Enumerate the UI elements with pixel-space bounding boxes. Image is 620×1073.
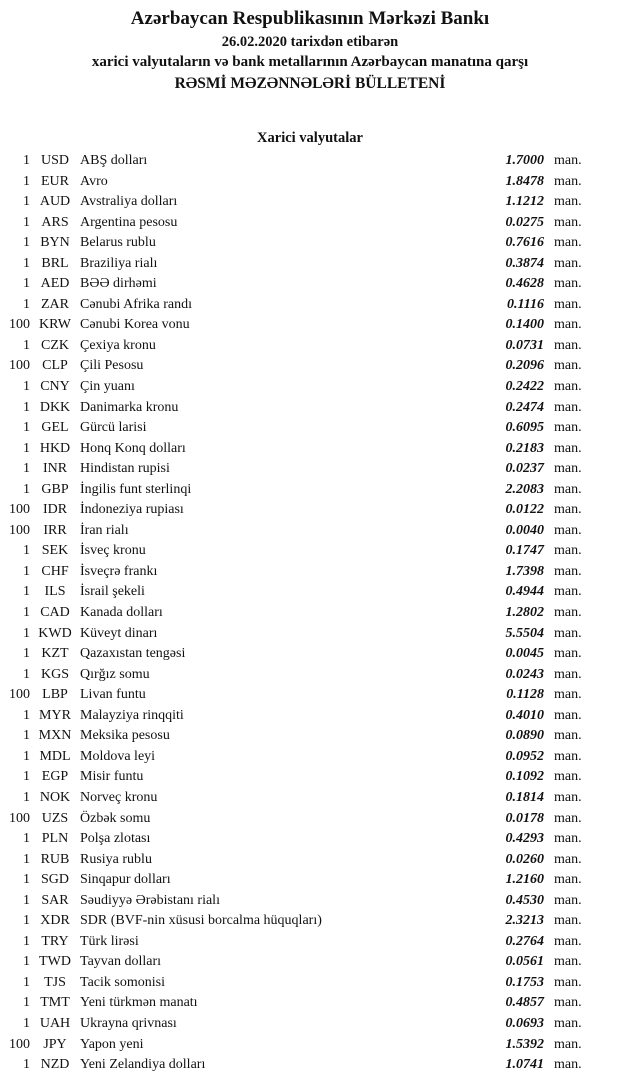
rate-value: 0.0952 bbox=[505, 748, 544, 764]
unit-label: man. bbox=[554, 522, 582, 538]
rate-row bbox=[0, 541, 592, 562]
currency-name: Avstraliya dolları bbox=[80, 194, 178, 210]
currency-code: MYR bbox=[39, 707, 71, 723]
currency-code: CHF bbox=[41, 563, 69, 579]
currency-name: Meksika pesosu bbox=[80, 728, 170, 744]
unit-label: man. bbox=[554, 296, 582, 312]
currency-name: Yeni türkmən manatı bbox=[80, 995, 198, 1011]
rate-value: 1.5392 bbox=[505, 1036, 544, 1052]
quantity: 1 bbox=[23, 584, 30, 600]
unit-label: man. bbox=[554, 892, 582, 908]
currency-name: İran rialı bbox=[80, 522, 129, 538]
rate-row bbox=[0, 726, 592, 747]
rate-value: 0.0890 bbox=[505, 728, 544, 744]
quantity: 1 bbox=[23, 194, 30, 210]
bank-title: Azərbaycan Respublikasının Mərkəzi Bankı bbox=[130, 8, 490, 29]
rate-row bbox=[0, 891, 592, 912]
rate-row bbox=[0, 295, 592, 316]
quantity: 1 bbox=[23, 974, 30, 990]
unit-label: man. bbox=[554, 687, 582, 703]
rate-row bbox=[0, 459, 592, 480]
quantity: 100 bbox=[9, 358, 30, 374]
currency-code: MXN bbox=[38, 728, 72, 744]
unit-label: man. bbox=[554, 810, 582, 826]
unit-label: man. bbox=[554, 543, 582, 559]
rate-row bbox=[0, 850, 592, 871]
unit-label: man. bbox=[554, 255, 582, 271]
quantity: 1 bbox=[23, 1015, 30, 1031]
currency-code: CLP bbox=[42, 358, 68, 374]
rate-value: 1.7000 bbox=[505, 153, 544, 168]
rate-value: 0.1116 bbox=[507, 296, 544, 312]
rate-value: 2.2083 bbox=[505, 481, 544, 497]
currency-code: ILS bbox=[44, 584, 66, 600]
rate-value: 0.0122 bbox=[505, 502, 544, 518]
currency-code: EGP bbox=[41, 769, 69, 785]
unit-label: man. bbox=[554, 1057, 582, 1073]
quantity: 1 bbox=[23, 255, 30, 271]
effective-date-line: 26.02.2020 tarixdən etibarən bbox=[221, 34, 399, 50]
rate-row bbox=[0, 356, 592, 377]
currency-code: CAD bbox=[40, 605, 70, 621]
rate-value: 0.1753 bbox=[505, 974, 544, 990]
rate-value: 0.7616 bbox=[505, 235, 544, 251]
unit-label: man. bbox=[554, 974, 582, 990]
rate-row bbox=[0, 870, 592, 891]
rate-row bbox=[0, 973, 592, 994]
quantity: 1 bbox=[23, 728, 30, 744]
unit-label: man. bbox=[554, 1015, 582, 1031]
currency-code: UAH bbox=[39, 1015, 71, 1031]
currency-code: XDR bbox=[40, 913, 70, 929]
currency-name: Argentina pesosu bbox=[80, 214, 178, 230]
currency-code: GEL bbox=[41, 420, 69, 436]
rate-row bbox=[0, 562, 592, 583]
quantity: 100 bbox=[9, 522, 30, 538]
rate-value: 5.5504 bbox=[505, 625, 544, 641]
currency-code: LBP bbox=[42, 687, 68, 703]
rate-value: 0.0260 bbox=[505, 851, 544, 867]
rate-value: 0.2474 bbox=[505, 399, 544, 415]
quantity: 1 bbox=[23, 646, 30, 662]
rate-row bbox=[0, 315, 592, 336]
quantity: 1 bbox=[23, 399, 30, 415]
rate-value: 0.0243 bbox=[505, 666, 544, 682]
currency-code: AED bbox=[40, 276, 70, 292]
unit-label: man. bbox=[554, 440, 582, 456]
rate-row bbox=[0, 582, 592, 603]
quantity: 100 bbox=[9, 502, 30, 518]
unit-label: man. bbox=[554, 461, 582, 477]
rate-row bbox=[0, 151, 592, 172]
quantity: 1 bbox=[23, 933, 30, 949]
currency-name: Hindistan rupisi bbox=[80, 461, 170, 477]
currency-code: AUD bbox=[39, 194, 71, 210]
rate-row bbox=[0, 952, 592, 973]
currency-name: Sinqapur dolları bbox=[80, 872, 171, 888]
unit-label: man. bbox=[554, 995, 582, 1011]
quantity: 100 bbox=[9, 810, 30, 826]
currency-name: ABŞ dolları bbox=[80, 153, 148, 168]
currency-name: Cənubi Korea vonu bbox=[80, 317, 190, 333]
currency-name: Türk lirəsi bbox=[80, 933, 139, 949]
quantity: 1 bbox=[23, 789, 30, 805]
currency-code: KWD bbox=[38, 625, 72, 641]
currency-code: MDL bbox=[39, 748, 71, 764]
rates-table bbox=[0, 151, 620, 1073]
rate-row bbox=[0, 192, 592, 213]
quantity: 100 bbox=[9, 1036, 30, 1052]
currency-code: SGD bbox=[40, 872, 69, 888]
currency-name: Yapon yeni bbox=[80, 1036, 144, 1052]
unit-label: man. bbox=[554, 748, 582, 764]
rate-value: 0.0561 bbox=[505, 954, 544, 970]
quantity: 1 bbox=[23, 995, 30, 1011]
currency-name: Çexiya kronu bbox=[80, 337, 156, 353]
quantity: 1 bbox=[23, 481, 30, 497]
quantity: 1 bbox=[23, 440, 30, 456]
currency-name: Çin yuanı bbox=[80, 379, 135, 395]
rate-value: 1.2802 bbox=[505, 605, 544, 621]
rate-value: 0.2183 bbox=[505, 440, 544, 456]
currency-code: BYN bbox=[40, 235, 70, 251]
currency-name: Malayziya rinqqiti bbox=[80, 707, 184, 723]
quantity: 1 bbox=[23, 543, 30, 559]
currency-code: PLN bbox=[41, 831, 69, 847]
rate-value: 0.0045 bbox=[505, 646, 544, 662]
rate-row bbox=[0, 788, 592, 809]
rate-value: 0.1814 bbox=[505, 789, 544, 805]
currency-code: JPY bbox=[43, 1036, 67, 1052]
currency-code: SEK bbox=[41, 543, 69, 559]
currency-name: Norveç kronu bbox=[80, 789, 158, 805]
quantity: 1 bbox=[23, 1057, 30, 1073]
rate-value: 0.0040 bbox=[505, 522, 544, 538]
quantity: 1 bbox=[23, 563, 30, 579]
currency-name: Tayvan dolları bbox=[80, 954, 162, 970]
unit-label: man. bbox=[554, 933, 582, 949]
currency-name: Ukrayna qrivnası bbox=[80, 1015, 177, 1031]
rate-value: 0.0237 bbox=[505, 461, 544, 477]
currency-name: Misir funtu bbox=[80, 769, 144, 785]
unit-label: man. bbox=[554, 913, 582, 929]
unit-label: man. bbox=[554, 851, 582, 867]
currency-code: UZS bbox=[41, 810, 69, 826]
currency-code: RUB bbox=[40, 851, 70, 867]
unit-label: man. bbox=[554, 872, 582, 888]
rate-value: 0.1400 bbox=[505, 317, 544, 333]
currency-code: USD bbox=[40, 153, 69, 168]
currency-code: TRY bbox=[41, 933, 69, 949]
quantity: 1 bbox=[23, 461, 30, 477]
unit-label: man. bbox=[554, 317, 582, 333]
quantity: 1 bbox=[23, 831, 30, 847]
currency-code: EUR bbox=[41, 173, 69, 189]
rate-row bbox=[0, 644, 592, 665]
currency-code: KZT bbox=[41, 646, 69, 662]
currency-name: Küveyt dinarı bbox=[80, 625, 158, 641]
rate-value: 0.4944 bbox=[505, 584, 544, 600]
currency-code: TJS bbox=[44, 974, 66, 990]
bulletin-header bbox=[0, 6, 620, 94]
quantity: 1 bbox=[23, 769, 30, 785]
quantity: 1 bbox=[23, 173, 30, 189]
rate-row bbox=[0, 603, 592, 624]
unit-label: man. bbox=[554, 420, 582, 436]
quantity: 1 bbox=[23, 153, 30, 168]
currency-name: SDR (BVF-nin xüsusi borcalma hüquqları) bbox=[80, 913, 322, 929]
currency-name: Danimarka kronu bbox=[80, 399, 179, 415]
unit-label: man. bbox=[554, 625, 582, 641]
unit-label: man. bbox=[554, 728, 582, 744]
currency-code: TWD bbox=[39, 954, 71, 970]
rate-row bbox=[0, 439, 592, 460]
currency-code: CZK bbox=[41, 337, 69, 353]
rate-value: 0.2096 bbox=[505, 358, 544, 374]
rate-row bbox=[0, 932, 592, 953]
unit-label: man. bbox=[554, 563, 582, 579]
quantity: 100 bbox=[9, 317, 30, 333]
rate-row bbox=[0, 500, 592, 521]
rate-value: 1.0741 bbox=[505, 1057, 544, 1073]
rate-value: 1.7398 bbox=[505, 563, 544, 579]
unit-label: man. bbox=[554, 707, 582, 723]
unit-label: man. bbox=[554, 337, 582, 353]
rate-value: 1.1212 bbox=[505, 194, 544, 210]
unit-label: man. bbox=[554, 276, 582, 292]
rate-row bbox=[0, 685, 592, 706]
rate-value: 2.3213 bbox=[505, 913, 544, 929]
quantity: 1 bbox=[23, 214, 30, 230]
currency-name: İsveçrə frankı bbox=[80, 563, 158, 579]
quantity: 1 bbox=[23, 420, 30, 436]
quantity: 1 bbox=[23, 872, 30, 888]
rate-value: 0.3874 bbox=[505, 255, 544, 271]
quantity: 1 bbox=[23, 605, 30, 621]
quantity: 1 bbox=[23, 913, 30, 929]
rate-row bbox=[0, 1055, 592, 1073]
quantity: 1 bbox=[23, 954, 30, 970]
rate-row bbox=[0, 274, 592, 295]
rate-row bbox=[0, 233, 592, 254]
currency-name: Özbək somu bbox=[80, 810, 151, 826]
unit-label: man. bbox=[554, 831, 582, 847]
currency-code: KGS bbox=[40, 666, 69, 682]
rate-row bbox=[0, 767, 592, 788]
currency-name: Rusiya rublu bbox=[80, 851, 152, 867]
rate-value: 1.8478 bbox=[505, 173, 544, 189]
rate-value: 0.0178 bbox=[505, 810, 544, 826]
currency-code: HKD bbox=[39, 440, 71, 456]
rate-row bbox=[0, 993, 592, 1014]
currency-code: KRW bbox=[39, 317, 71, 333]
currency-code: ARS bbox=[41, 214, 69, 230]
rate-value: 0.6095 bbox=[505, 420, 544, 436]
rate-row bbox=[0, 398, 592, 419]
currency-name: Gürcü larisi bbox=[80, 420, 147, 436]
currency-name: İndoneziya rupiası bbox=[80, 502, 184, 518]
rate-value: 0.4857 bbox=[505, 995, 544, 1011]
currency-code: GBP bbox=[41, 481, 69, 497]
currency-code: DKK bbox=[39, 399, 71, 415]
rate-row bbox=[0, 521, 592, 542]
currency-name: Polşa zlotası bbox=[80, 831, 151, 847]
quantity: 1 bbox=[23, 707, 30, 723]
currency-name: İsrail şekeli bbox=[80, 584, 145, 600]
rate-value: 0.4530 bbox=[505, 892, 544, 908]
unit-label: man. bbox=[554, 646, 582, 662]
unit-label: man. bbox=[554, 194, 582, 210]
unit-label: man. bbox=[554, 481, 582, 497]
currency-name: Qazaxıstan tengəsi bbox=[80, 646, 186, 662]
rate-row bbox=[0, 254, 592, 275]
unit-label: man. bbox=[554, 379, 582, 395]
rate-row bbox=[0, 1035, 592, 1056]
rate-value: 0.1092 bbox=[505, 769, 544, 785]
rate-row bbox=[0, 829, 592, 850]
quantity: 1 bbox=[23, 235, 30, 251]
currency-name: İngilis funt sterlinqi bbox=[80, 481, 192, 497]
rate-value: 0.4628 bbox=[505, 276, 544, 292]
currency-name: Belarus rublu bbox=[80, 235, 156, 251]
unit-label: man. bbox=[554, 214, 582, 230]
quantity: 1 bbox=[23, 379, 30, 395]
rate-value: 0.1128 bbox=[506, 687, 544, 703]
currency-name: Cənubi Afrika randı bbox=[80, 296, 192, 312]
currency-code: SAR bbox=[41, 892, 69, 908]
rate-row bbox=[0, 706, 592, 727]
rate-row bbox=[0, 418, 592, 439]
quantity: 1 bbox=[23, 296, 30, 312]
unit-label: man. bbox=[554, 235, 582, 251]
currency-name: Braziliya rialı bbox=[80, 255, 158, 271]
unit-label: man. bbox=[554, 153, 582, 168]
rate-row bbox=[0, 747, 592, 768]
unit-label: man. bbox=[554, 789, 582, 805]
currency-name: İsveç kronu bbox=[80, 543, 146, 559]
rate-value: 0.4293 bbox=[505, 831, 544, 847]
subtitle-line: xarici valyutaların və bank metallarının Azərbaycan manatına qarşı bbox=[91, 54, 529, 70]
currency-code: ZAR bbox=[41, 296, 69, 312]
rate-row bbox=[0, 336, 592, 357]
currency-name: Honq Konq dolları bbox=[80, 440, 186, 456]
currency-name: Səudiyyə Ərəbistanı rialı bbox=[80, 892, 220, 908]
currency-name: Qırğız somu bbox=[80, 666, 150, 682]
rate-row bbox=[0, 480, 592, 501]
unit-label: man. bbox=[554, 1036, 582, 1052]
unit-label: man. bbox=[554, 769, 582, 785]
currency-code: IRR bbox=[43, 522, 67, 538]
rate-row bbox=[0, 624, 592, 645]
unit-label: man. bbox=[554, 954, 582, 970]
currency-name: Moldova leyi bbox=[80, 748, 156, 764]
unit-label: man. bbox=[554, 502, 582, 518]
currency-code: BRL bbox=[41, 255, 69, 271]
rate-value: 0.0731 bbox=[505, 337, 544, 353]
currency-code: TMT bbox=[40, 995, 70, 1011]
quantity: 1 bbox=[23, 892, 30, 908]
currency-code: INR bbox=[42, 461, 68, 477]
currency-name: Livan funtu bbox=[80, 687, 146, 703]
currency-name: Yeni Zelandiya dolları bbox=[80, 1057, 206, 1073]
unit-label: man. bbox=[554, 399, 582, 415]
currency-name: Çili Pesosu bbox=[80, 358, 144, 374]
rate-row bbox=[0, 809, 592, 830]
rate-value: 0.2422 bbox=[505, 379, 544, 395]
unit-label: man. bbox=[554, 666, 582, 682]
rate-value: 0.4010 bbox=[505, 707, 544, 723]
quantity: 100 bbox=[9, 687, 30, 703]
currency-code: NOK bbox=[39, 789, 71, 805]
rate-value: 1.2160 bbox=[505, 872, 544, 888]
rate-row bbox=[0, 213, 592, 234]
quantity: 1 bbox=[23, 851, 30, 867]
rate-value: 0.0275 bbox=[505, 214, 544, 230]
quantity: 1 bbox=[23, 666, 30, 682]
rate-value: 0.1747 bbox=[505, 543, 544, 559]
currency-name: Kanada dolları bbox=[80, 605, 163, 621]
unit-label: man. bbox=[554, 605, 582, 621]
quantity: 1 bbox=[23, 748, 30, 764]
rate-row bbox=[0, 377, 592, 398]
unit-label: man. bbox=[554, 173, 582, 189]
currency-code: IDR bbox=[42, 502, 68, 518]
currency-name: BƏƏ dirhəmi bbox=[80, 276, 157, 292]
rate-value: 0.2764 bbox=[505, 933, 544, 949]
unit-label: man. bbox=[554, 584, 582, 600]
bulletin-title: RƏSMİ MƏZƏNNƏLƏRİ BÜLLETENİ bbox=[174, 75, 446, 92]
currency-name: Avro bbox=[80, 173, 108, 189]
rate-row bbox=[0, 1014, 592, 1035]
quantity: 1 bbox=[23, 337, 30, 353]
quantity: 1 bbox=[23, 625, 30, 641]
section-title-foreign-currencies: Xarici valyutalar bbox=[257, 130, 363, 146]
rate-value: 0.0693 bbox=[505, 1015, 544, 1031]
currency-code: CNY bbox=[40, 379, 70, 395]
rate-row bbox=[0, 665, 592, 686]
unit-label: man. bbox=[554, 358, 582, 374]
rate-row bbox=[0, 172, 592, 193]
rate-row bbox=[0, 911, 592, 932]
quantity: 1 bbox=[23, 276, 30, 292]
currency-name: Tacik somonisi bbox=[80, 974, 165, 990]
currency-code: NZD bbox=[40, 1057, 70, 1073]
